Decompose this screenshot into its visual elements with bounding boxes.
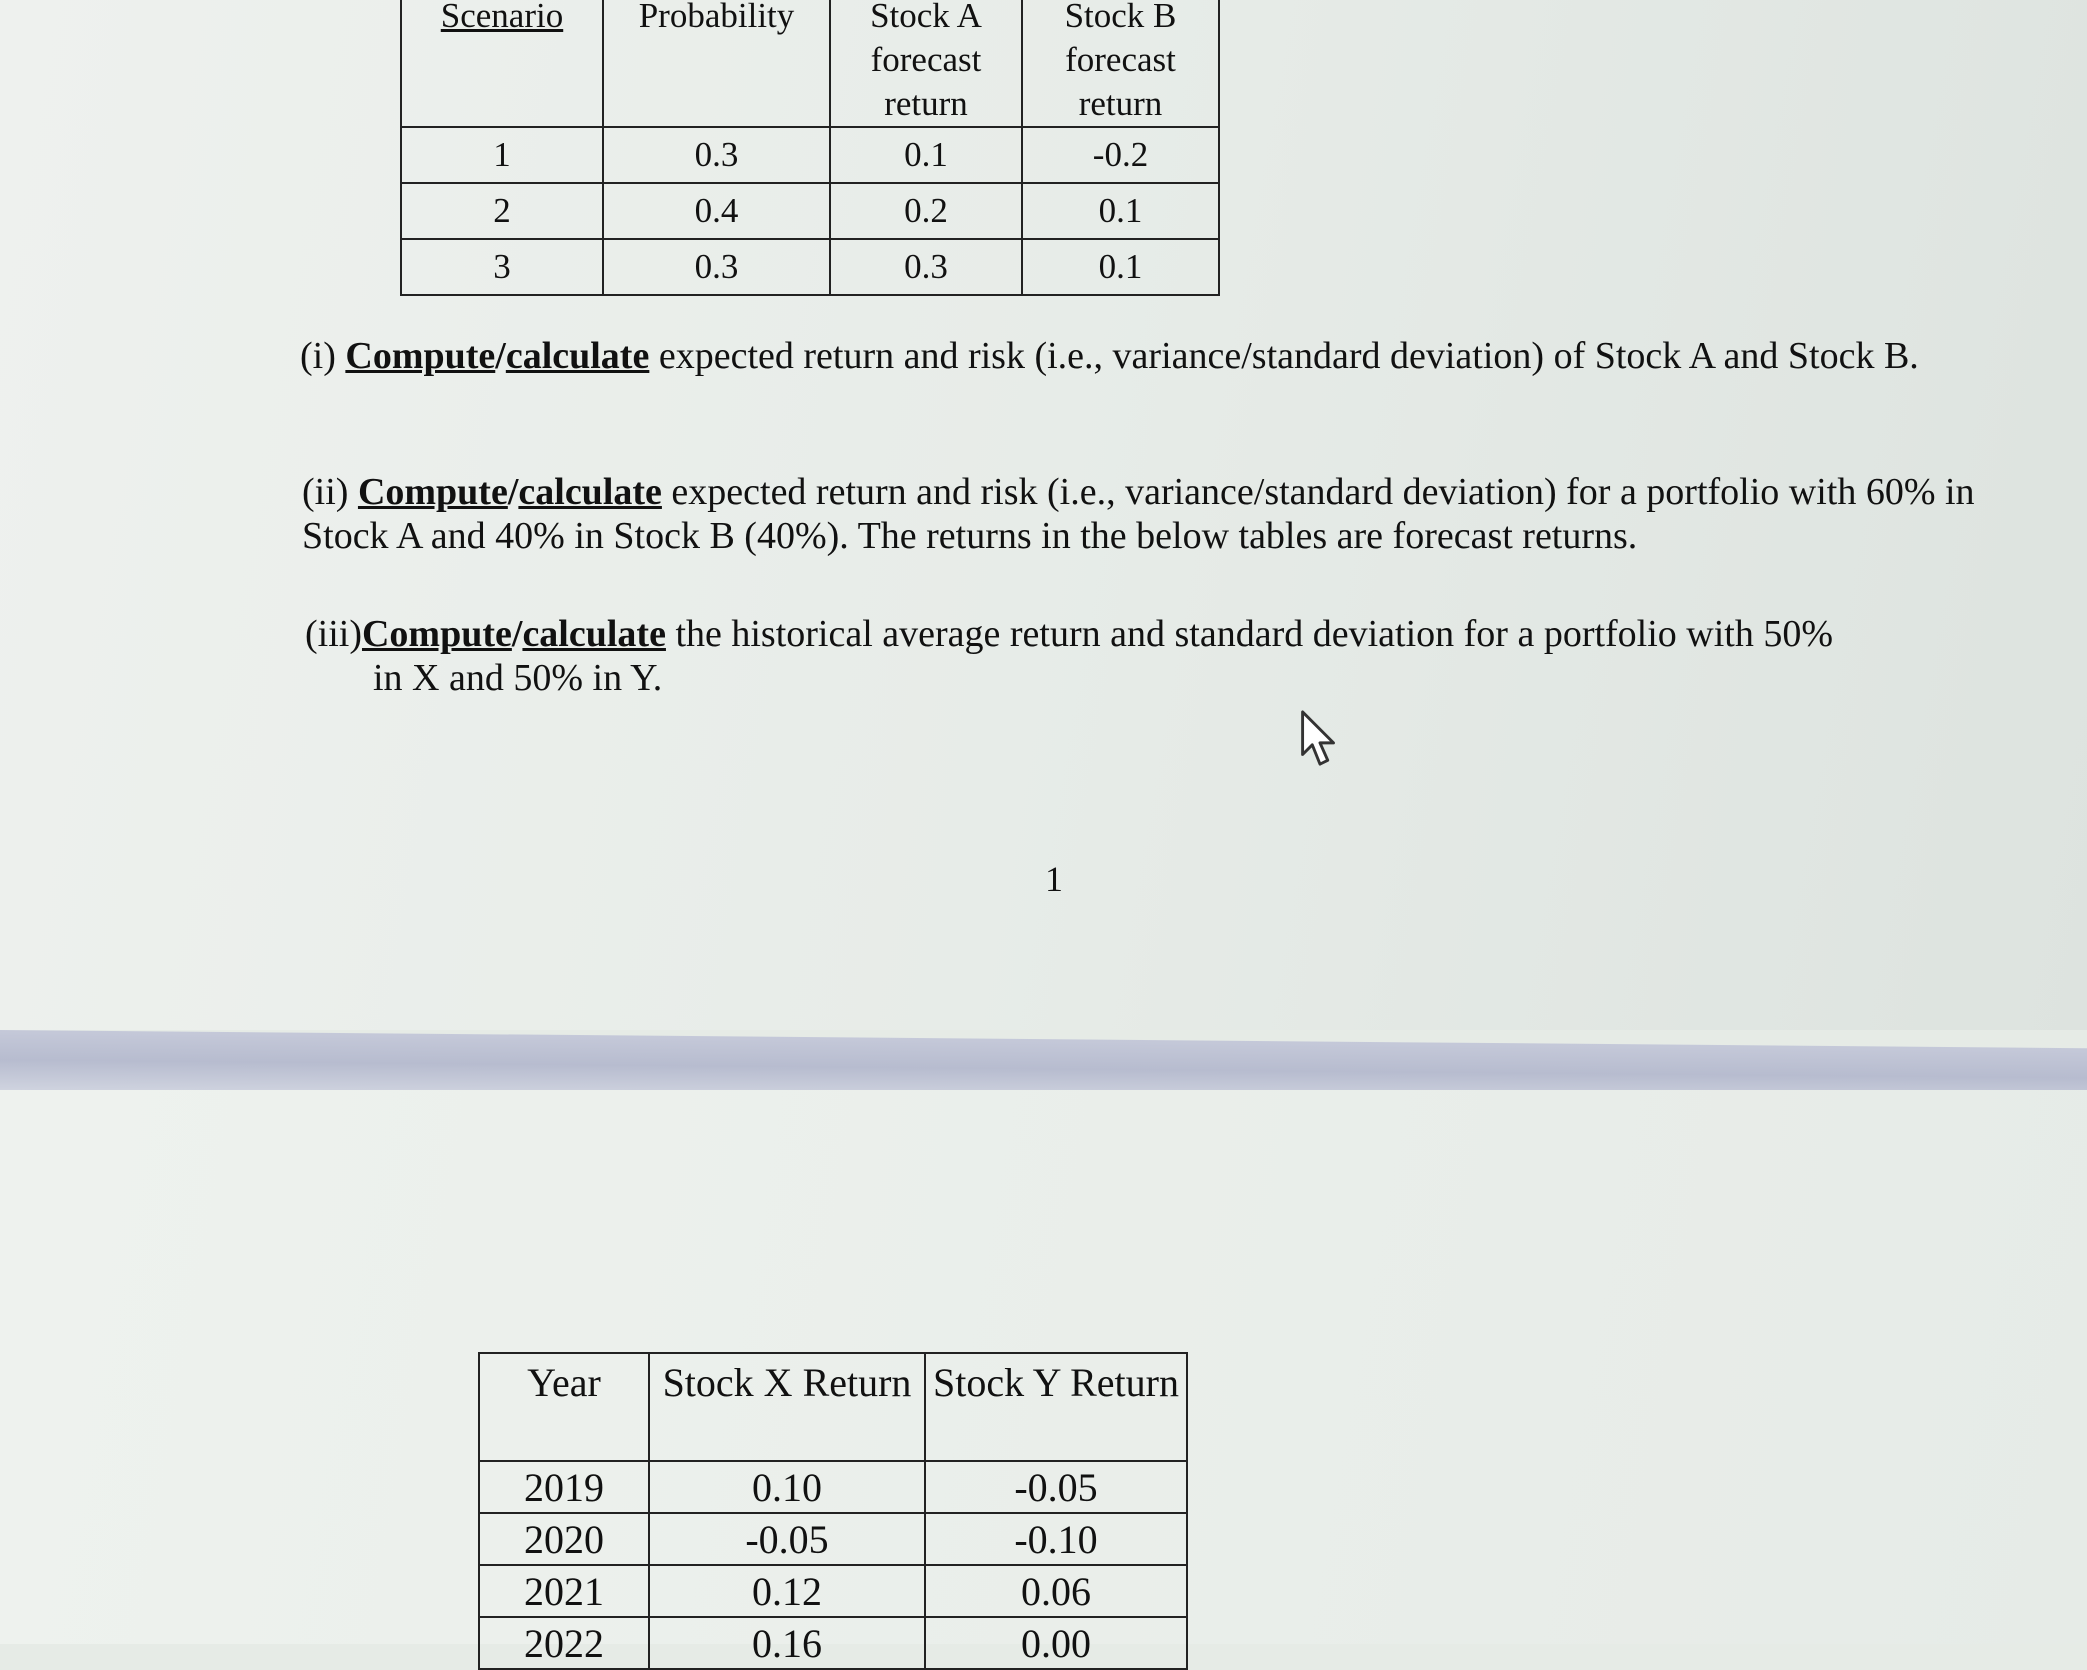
- cell-stock-a: 0.1: [830, 127, 1022, 183]
- cell-stock-x: 0.12: [649, 1565, 925, 1617]
- cell-stock-y: 0.06: [925, 1565, 1187, 1617]
- cell-year: 2022: [479, 1617, 649, 1669]
- returns-table: [478, 1352, 1188, 1670]
- question-text: the historical average return and standard deviation for a portfolio with 50%: [665, 613, 1834, 655]
- cell-year: 2020: [479, 1513, 649, 1565]
- header-stock-b: Stock B forecast return: [1022, 0, 1219, 127]
- emphasis-slash: /: [495, 335, 506, 377]
- mouse-pointer-icon: [1300, 710, 1340, 768]
- emphasis-slash: /: [511, 613, 523, 655]
- table-header-row: [401, 0, 1219, 127]
- emphasis-compute: Compute: [357, 471, 508, 513]
- question-i: [300, 334, 2000, 378]
- page-number: 1: [1045, 859, 1063, 899]
- header-probability: Probability: [603, 0, 830, 127]
- cell-year: 2019: [479, 1461, 649, 1513]
- cell-stock-b: 0.1: [1022, 183, 1219, 239]
- table-row: [401, 127, 1219, 183]
- cell-probability: 0.4: [603, 183, 830, 239]
- question-number: (i): [300, 335, 346, 377]
- cell-scenario: 3: [401, 239, 603, 295]
- cell-stock-x: 0.16: [649, 1617, 925, 1669]
- cell-stock-x: -0.05: [649, 1513, 925, 1565]
- table-row: [401, 183, 1219, 239]
- cell-scenario: 1: [401, 127, 603, 183]
- header-year: Year: [479, 1353, 649, 1461]
- table-header-row: [479, 1353, 1187, 1461]
- cell-probability: 0.3: [603, 127, 830, 183]
- table-row: [479, 1461, 1187, 1513]
- emphasis-calculate: calculate: [505, 335, 650, 377]
- cell-stock-b: -0.2: [1022, 127, 1219, 183]
- cell-stock-y: 0.00: [925, 1617, 1187, 1669]
- emphasis-compute: Compute: [345, 335, 496, 377]
- question-iii: [305, 612, 2005, 700]
- header-stock-a: Stock A forecast return: [830, 0, 1022, 127]
- emphasis-slash: /: [507, 471, 519, 513]
- question-ii: [302, 470, 1992, 558]
- header-stock-y: Stock Y Return: [925, 1353, 1187, 1461]
- cell-stock-a: 0.2: [830, 183, 1022, 239]
- question-text-continued: in X and 50% in Y.: [373, 657, 663, 699]
- table-row: [479, 1565, 1187, 1617]
- cell-year: 2021: [479, 1565, 649, 1617]
- header-scenario: Scenario: [401, 0, 603, 127]
- cell-stock-y: -0.10: [925, 1513, 1187, 1565]
- emphasis-calculate: calculate: [522, 613, 666, 655]
- table-row: [479, 1617, 1187, 1669]
- cell-stock-x: 0.10: [649, 1461, 925, 1513]
- question-number: (iii): [305, 613, 362, 655]
- cell-stock-y: -0.05: [925, 1461, 1187, 1513]
- question-number: (ii): [302, 471, 358, 513]
- cell-probability: 0.3: [603, 239, 830, 295]
- header-stock-x: Stock X Return: [649, 1353, 925, 1461]
- cell-scenario: 2: [401, 183, 603, 239]
- emphasis-calculate: calculate: [518, 471, 662, 513]
- cell-stock-b: 0.1: [1022, 239, 1219, 295]
- question-text: expected return and risk (i.e., variance/standard deviation) of Stock A and Stock B.: [649, 335, 1919, 377]
- question-text: expected return and risk (i.e., variance/standard deviation) for a portfolio with 60% in Stock A and 40% in Stock B (40%). The returns in the below tables are forecast returns.: [302, 471, 1975, 557]
- emphasis-compute: Compute: [361, 613, 512, 655]
- table-row: [479, 1513, 1187, 1565]
- table-row: [401, 239, 1219, 295]
- cell-stock-a: 0.3: [830, 239, 1022, 295]
- scenario-table: [400, 0, 1220, 296]
